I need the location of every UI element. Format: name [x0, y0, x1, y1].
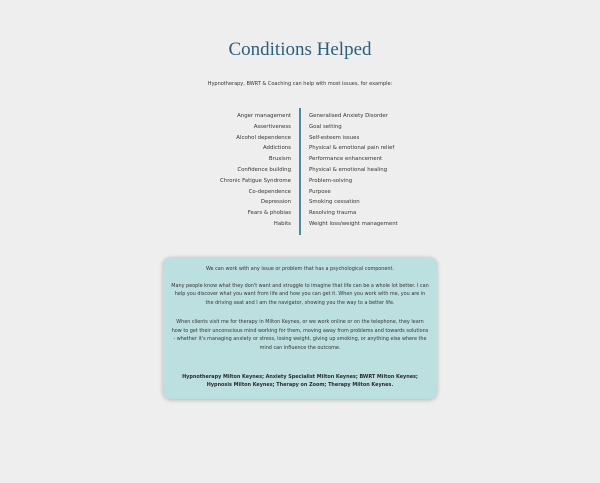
- conditions-right-column: [309, 111, 398, 230]
- condition-item: Habits: [273, 220, 291, 227]
- condition-item: Alcohol dependence: [236, 134, 291, 141]
- condition-item: Physical & emotional healing: [309, 166, 388, 173]
- condition-item: Confidence building: [237, 166, 291, 173]
- condition-item: Anger management: [237, 113, 291, 119]
- condition-item: Problem-solving: [309, 177, 353, 184]
- condition-item: Co-dependence: [248, 188, 291, 195]
- keyword-tags: Hypnotherapy Milton Keynes; Anxiety Specialist Milton Keynes; BWRT Milton Keynes; Hypnosis Milton Keynes; Therapy on Zoom; Therapy Milton Keynes.: [182, 373, 418, 389]
- condition-item: Performance enhancement: [309, 156, 383, 163]
- page-title: Conditions Helped: [228, 39, 372, 60]
- condition-item: Weight loss/weight management: [309, 220, 398, 227]
- intro-text: Hypnotherapy, BWRT & Coaching can help with most issues, for example:: [207, 81, 393, 87]
- condition-item: Assertiveness: [253, 123, 291, 130]
- condition-item: Chronic Fatigue Syndrome: [220, 177, 291, 184]
- info-paragraph: We can work with any issue or problem that has a psychological component.: [206, 266, 394, 272]
- condition-item: Resolving trauma: [309, 210, 357, 217]
- conditions-left-column: [220, 111, 291, 230]
- condition-item: Bruxism: [268, 156, 291, 163]
- info-paragraph: Many people know what they don't want and struggle to imagine that life can be a whole lot better. I can help you discover what you want from life and how you can get it. When you work with me, you are in the driving seat and I am the navigator, showing you the way to a better life.: [171, 282, 429, 307]
- condition-item: Purpose: [309, 188, 331, 195]
- condition-item: Goal setting: [309, 123, 342, 130]
- info-box: [163, 257, 437, 399]
- conditions-list: [0, 108, 600, 236]
- condition-item: Generalised Anxiety Disorder: [309, 113, 388, 119]
- condition-item: Depression: [260, 199, 291, 206]
- column-divider: [299, 108, 301, 235]
- condition-item: Addictions: [262, 145, 291, 152]
- info-paragraph: When clients visit me for therapy in Milton Keynes, or we work online or on the telephone, they learn how to get their unconscious mind working for them, moving away from problems and towards solutions - whether it's managing anxiety or stress, losing weight, giving up smoking, or anything else where the mind can influence the outcome.: [171, 318, 429, 351]
- condition-item: Smoking cessation: [309, 199, 360, 206]
- condition-item: Fears & phobias: [247, 210, 291, 217]
- condition-item: Self-esteem issues: [309, 134, 360, 141]
- condition-item: Physical & emotional pain relief: [309, 145, 395, 152]
